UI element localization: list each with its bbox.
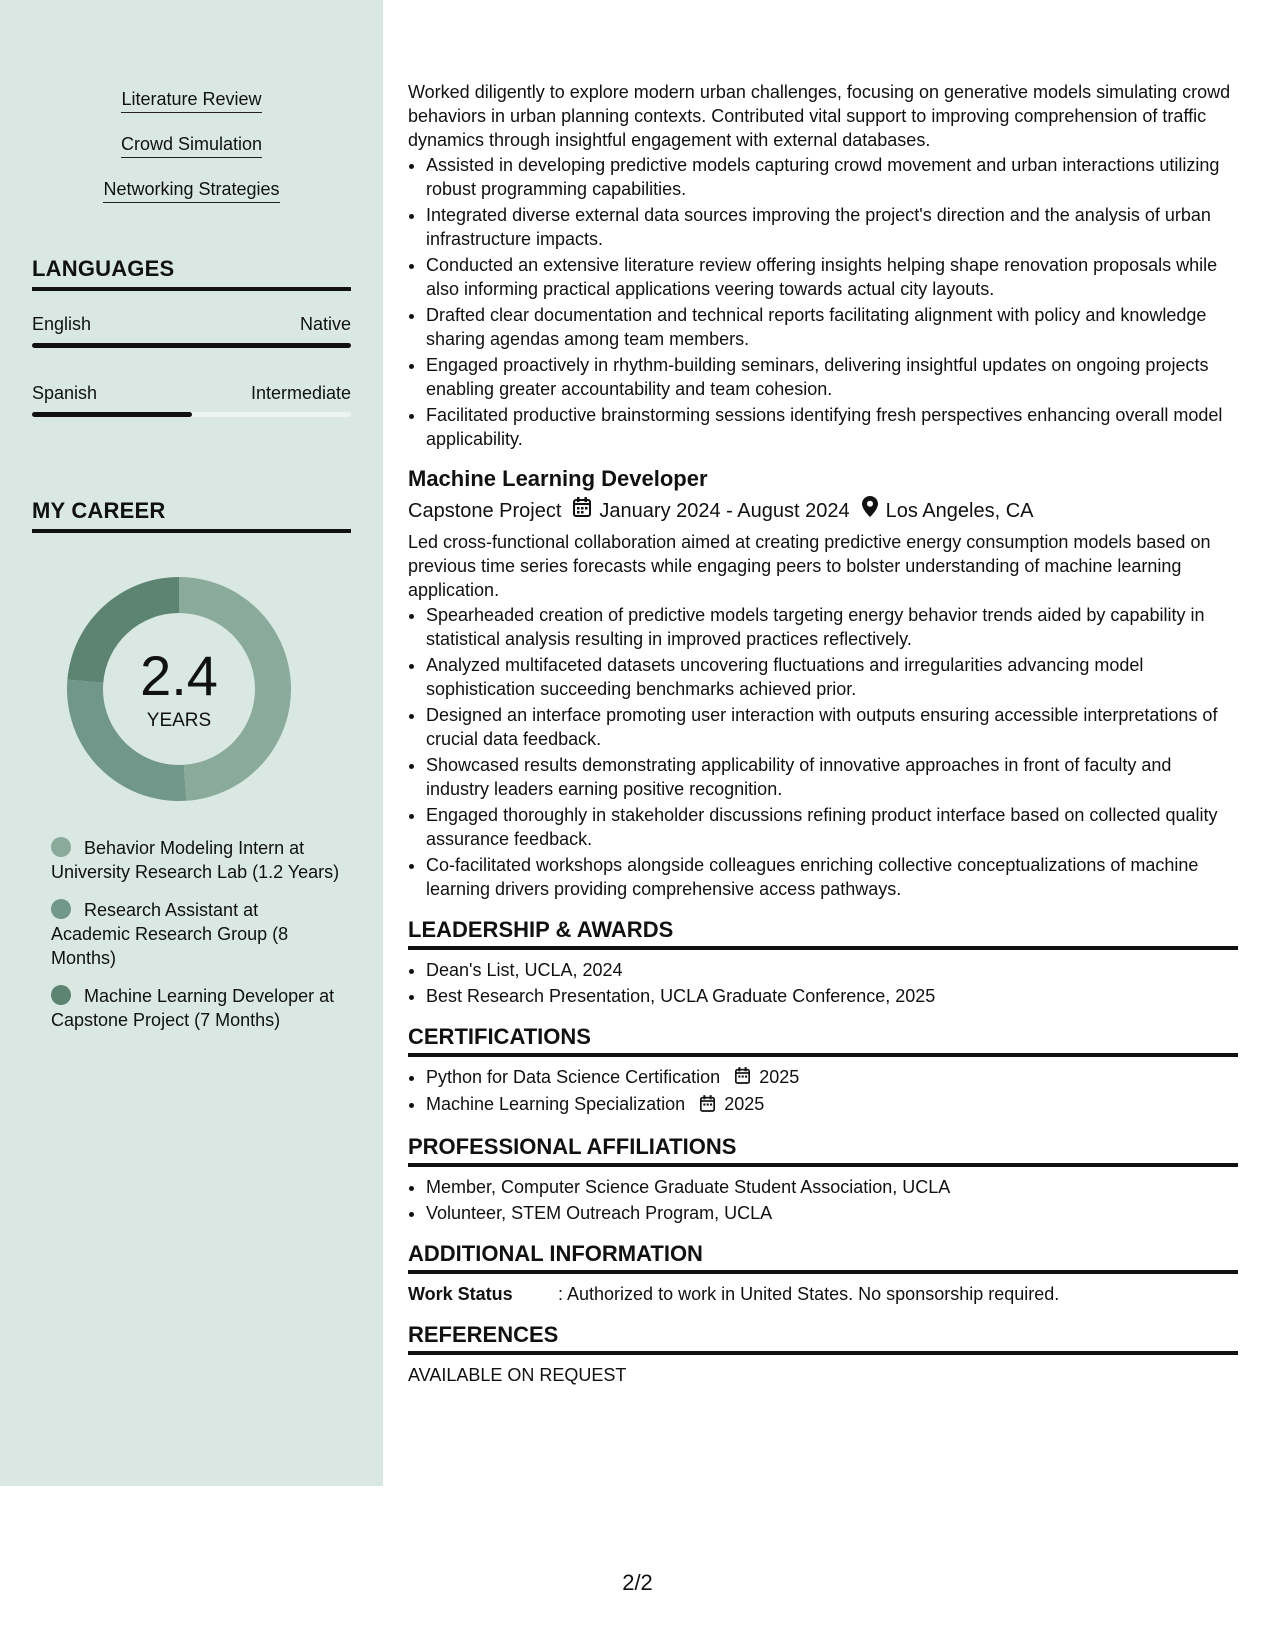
language-bar (32, 412, 351, 417)
bullet-item: • Assisted in developing predictive models capturing crowd movement and urban interactions utilizing robust programming capabilities. (426, 153, 1238, 201)
language-row (32, 383, 351, 404)
bullet-item: • Showcased results demonstrating applicability of innovative approaches in front of faculty and industry leaders earning positive recognition. (426, 753, 1238, 801)
career-item-text: Research Assistant at Academic Research Group (8 Months) (51, 900, 289, 968)
work-status-value: : Authorized to work in United States. No sponsorship required. (558, 1283, 1060, 1304)
location-pin-icon (862, 496, 878, 525)
bullet-item: • Drafted clear documentation and technical reports facilitating alignment with policy and knowledge sharing agendas among team members. (426, 303, 1238, 351)
legend-dot (51, 899, 71, 919)
award-item: • Dean's List, UCLA, 2024 (426, 958, 1238, 982)
main-content (408, 80, 1238, 1387)
calendar-icon (735, 1066, 750, 1090)
career-item (51, 984, 341, 1032)
sidebar (0, 0, 383, 1486)
references-text: AVAILABLE ON REQUEST (408, 1364, 627, 1385)
bullet-item: • Engaged thoroughly in stakeholder discussions refining product interface based on collected quality assurance feedback. (426, 803, 1238, 851)
career-legend (51, 836, 341, 1046)
award-item: • Best Research Presentation, UCLA Graduate Conference, 2025 (426, 984, 1238, 1008)
legend-dot (51, 837, 71, 857)
calendar-icon (700, 1094, 715, 1118)
language-name: English (32, 314, 92, 334)
language-bar-fill (32, 343, 351, 348)
work-status-row (408, 1282, 1238, 1306)
calendar-icon (573, 497, 591, 525)
skill-item: Crowd Simulation (121, 133, 262, 158)
career-heading: MY CAREER (32, 498, 351, 533)
language-bar-fill (32, 412, 192, 417)
certification-year: 2025 (724, 1094, 765, 1115)
bullet-item: • Facilitated productive brainstorming sessions identifying fresh perspectives enhancing overall model applicability. (426, 403, 1238, 451)
bullet-item: • Designed an interface promoting user interaction with outputs ensuring accessible interpretations of crucial data feedback. (426, 703, 1238, 751)
leadership-heading: LEADERSHIP & AWARDS (408, 917, 1238, 950)
career-total: 2.4 (140, 644, 218, 707)
career-item (51, 836, 341, 884)
legend-dot (51, 985, 71, 1005)
language-bar (32, 343, 351, 348)
job-summary: Led cross-functional collaboration aimed at creating predictive energy consumption models based on previous time series forecasts while engaging peers to bolster understanding of machine learning application. (408, 532, 1211, 600)
affiliation-item: • Volunteer, STEM Outreach Program, UCLA (426, 1201, 1238, 1225)
certification-name: Python for Data Science Certification (426, 1067, 721, 1087)
references-heading: REFERENCES (408, 1322, 1238, 1355)
job-meta (408, 496, 1238, 525)
career-item-text: Machine Learning Developer at Capstone Project (7 Months) (51, 986, 335, 1030)
work-status-label: Work Status (408, 1283, 513, 1304)
language-level: Intermediate (250, 383, 351, 403)
languages-heading: LANGUAGES (32, 256, 351, 291)
affiliation-item: • Member, Computer Science Graduate Student Association, UCLA (426, 1175, 1238, 1199)
skill-item: Networking Strategies (103, 178, 279, 203)
language-level: Native (299, 314, 351, 334)
job-company: Capstone Project (408, 499, 562, 522)
job-bullets (408, 603, 1238, 901)
job-title: Machine Learning Developer (408, 466, 708, 491)
career-donut (66, 576, 292, 802)
job-dates: January 2024 - August 2024 (599, 499, 850, 522)
certification-item (426, 1065, 1238, 1090)
experience-intro: Worked diligently to explore modern urban challenges, focusing on generative models simulating crowd behaviors in urban planning contexts. Contributed vital support to improving comprehension of traffic dynamics through insightful engagement with external databases. (408, 82, 1231, 150)
affiliations-list (408, 1175, 1238, 1225)
career-item-text: Behavior Modeling Intern at University Research Lab (1.2 Years) (51, 838, 340, 882)
bullet-item: • Co-facilitated workshops alongside colleagues enriching collective conceptualizations of machine learning drivers providing comprehensive access pathways. (426, 853, 1238, 901)
language-name: Spanish (32, 383, 98, 403)
bullet-item: • Integrated diverse external data sources improving the project's direction and the analysis of urban infrastructure impacts. (426, 203, 1238, 251)
skill-item: Literature Review (121, 88, 261, 113)
certification-item (426, 1092, 1238, 1117)
certification-name: Machine Learning Specialization (426, 1094, 686, 1115)
bullet-item: • Engaged proactively in rhythm-building seminars, delivering insightful updates on ongoing projects enabling greater accountability and team cohesion. (426, 353, 1238, 401)
bullet-item: • Analyzed multifaceted datasets uncovering fluctuations and irregularities advancing model sophistication succeeding benchmarks achieved prior. (426, 653, 1238, 701)
certifications-list (408, 1065, 1238, 1118)
leadership-list (408, 958, 1238, 1008)
job-location: Los Angeles, CA (885, 499, 1034, 522)
language-row (32, 314, 351, 335)
bullet-item: • Spearheaded creation of predictive models targeting energy behavior trends aided by capability in statistical analysis resulting in improved practices reflectively. (426, 603, 1238, 651)
bullet-item: • Conducted an extensive literature review offering insights helping shape renovation proposals while also informing practical applications veering towards actual city layouts. (426, 253, 1238, 301)
career-unit: YEARS (146, 710, 212, 731)
skills-list (0, 88, 383, 223)
certification-year: 2025 (759, 1067, 800, 1087)
affiliations-heading: PROFESSIONAL AFFILIATIONS (408, 1134, 1238, 1167)
career-item (51, 898, 341, 970)
page-number: 2/2 (622, 1570, 653, 1595)
certifications-heading: CERTIFICATIONS (408, 1024, 1238, 1057)
intro-bullets (408, 153, 1238, 451)
additional-info-heading: ADDITIONAL INFORMATION (408, 1241, 1238, 1274)
